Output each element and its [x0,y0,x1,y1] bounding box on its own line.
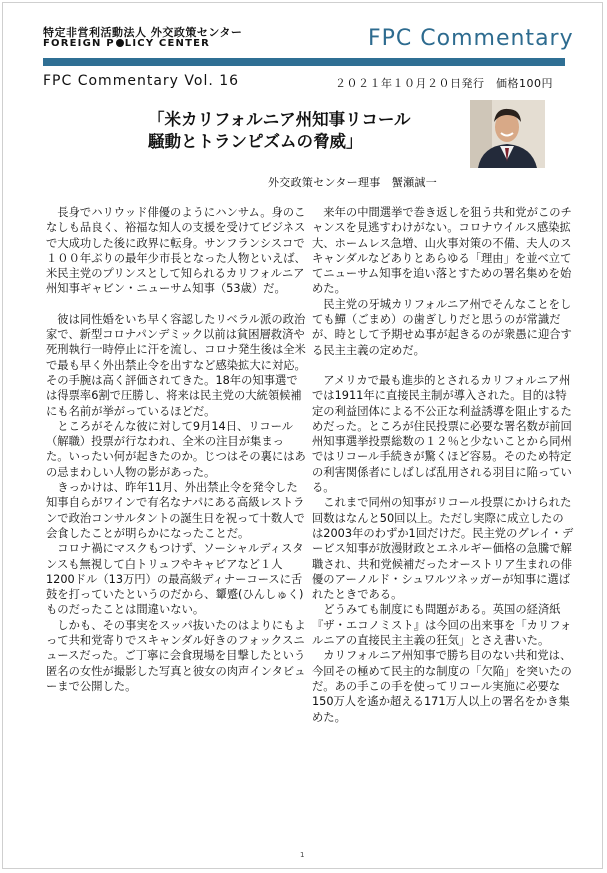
volume-label: FPC Commentary Vol. 16 [43,73,240,89]
author-line: 外交政策センター理事 蟹瀬誠一 [268,176,438,189]
org-name-jp: 特定非営利活動法人 外交政策センター [43,26,243,39]
issue-date-price: ２０２１年１０月２０日発行 価格100円 [335,77,553,90]
paragraph: 彼は同性婚をいち早く容認したリベラル派の政治家で、新型コロナパンデミック以前は貧困層救済や死刑執行一時停止に汗を流し、コロナ発生後は全米で最も早く外出禁止令を出すなど感染拡大に対応。その手腕は高く評価されてきた。18年の知事選では得票率6割で圧勝し、将来は民主党の大統領候補にも名前が挙がっているほどだ。 [46,312,306,418]
column-left [46,205,306,694]
paragraph: アメリカで最も進歩的とされるカリフォルニア州では1911年に直接民主制が導入された。目的は特定の利益団体による不公正な利益誘導を阻止するためだった。ところが住民投票に必要な署名数が前回州知事選挙投票総数の１２％と少ないことから同州ではリコール手続きが驚くほど容易。そのため特定の利害関係者にしばしば乱用される羽目に陥っている。 [312,373,572,495]
column-right [312,205,574,725]
paragraph-gap [312,358,574,373]
paragraph: ところがそんな彼に対して9月14日、リコール（解職）投票が行なわれ、全米の注目が集まった。いったい何が起きたのか。じつはその裏にはあの忌まわしい人物の影があった。 [46,419,306,479]
header-band [43,58,565,66]
paragraph: きっかけは、昨年11月、外出禁止令を発令した知事自らがワインで有名なナパにある高級レストランで政治コンサルタントの誕生日を祝って十数人で会食したことが明らかになったことだ。 [46,481,305,540]
paragraph: 長身でハリウッド俳優のようにハンサム。身のこなしも品良く、裕福な知人の支援を受けてビジネスで大成功した後に政界に転身。サンフランシスコで１００年ぶりの最年少市長となった人物といえば、米民主党のプリンスとして知られるカリフォルニア州知事ギャビン・ニューサム知事（53歳）だ。 [46,206,306,296]
article-title-line-2: 騒動とトランピズムの脅威」 [148,132,363,151]
paragraph: 民主党の牙城カリフォルニア州でそんなことをしても鱓（ごまめ）の歯ぎしりだと思うのが常識だが、時として予期せぬ事が起きるのが衆愚に迎合する民主主義の定めだ。 [312,297,572,357]
brand-title: FPC Commentary [368,26,574,51]
globe-icon [116,39,124,47]
org-name-en-pre: FOREIGN P [43,38,115,49]
paragraph: カリフォルニア州知事で勝ち目のない共和党は、今回その極めて民主的な制度の「欠陥」を突いたのだ。あの手この手を使ってリコール実施に必要な150万人を遙か超える171万人以上の署名をかき集めた。 [312,649,572,724]
org-name-en-post: LICY CENTER [124,38,211,49]
org-name-en [43,38,210,49]
author-portrait-icon [470,100,545,168]
author-photo [470,100,545,168]
article-title-line-1: 「米カリフォルニア州知事リコール [148,110,411,129]
paragraph-gap [46,297,306,312]
page-number: 1 [300,851,305,859]
paragraph: どうみても制度にも問題がある。英国の経済紙『ザ・エコノミスト』は今回の出来事を「カリフォルニアの直接民主主義の狂気」とさえ書いた。 [312,603,572,648]
article-title [148,109,448,153]
paragraph: しかも、その事実をスッパ抜いたのはよりにもよって共和党寄りでスキャンダル好きのフォックスニュースだった。ご丁寧に会食現場を目撃したという匿名の女性が撮影した写真と彼女の肉声インタビューまで公開した。 [46,618,306,693]
paragraph: 来年の中間選挙で巻き返しを狙う共和党がこのチャンスを見逃すわけがない。コロナウイルス感染拡大、ホームレス急増、山火事対策の不備、夫人のスキャンダルなどありとあらゆる「理由」を並べ立ててニューサム知事を追い落とすための署名集めを始めた。 [312,206,572,296]
paragraph: コロナ禍にマスクもつけず、ソーシャルディスタンスも無視して白トリュフやキャビアなど１人1200ドル（13万円）の最高級ディナーコースに舌鼓を打っていたというのだから、顰蹙(ひんしゅく)ものだったことは間違いない。 [46,542,304,617]
paragraph: これまで同州の知事がリコール投票にかけられた回数はなんと50回以上。ただし実際に成立したのは2003年のわずか1回だけだ。民主党のグレイ・デービス知事が放漫財政とエネルギー価格の急騰で解職され、共和党候補だったオーストリア生まれの俳優のアーノルド・シュワルツネッガーが知事に選ばれたときである。 [312,496,574,602]
